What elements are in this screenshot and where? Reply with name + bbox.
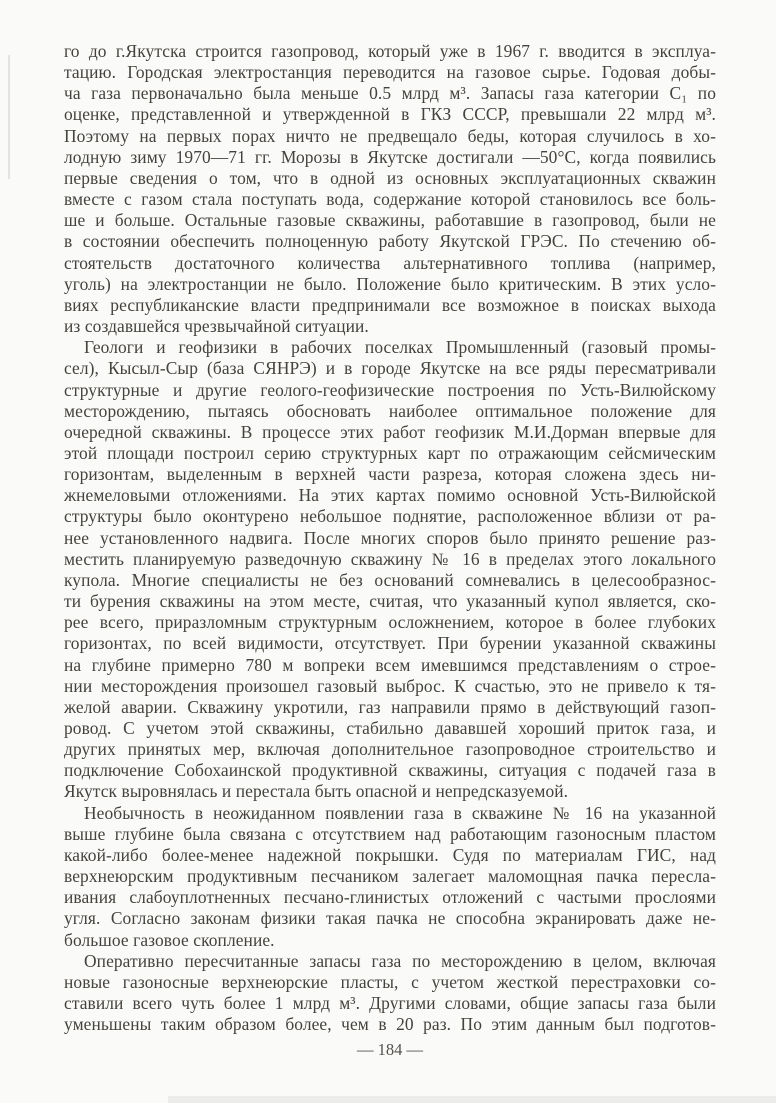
text-line: месторождению, пытаясь обосновать наиболее оптимальное положение для (64, 400, 716, 421)
text-line: сел), Кысыл-Сыр (база СЯНРЭ) и в городе Якутске на все ряды пересматривали (64, 358, 716, 379)
text-line: местить планируемую разведочную скважину № 16 в пределах этого локального (64, 548, 716, 569)
paragraph (64, 41, 716, 337)
text-line: горизонтах, по всей видимости, отсутствует. При бурении указанной скважины (64, 633, 716, 654)
page-text (64, 41, 716, 1035)
text-line: ти бурения скважины на этом месте, считая, что указанный купол является, ско- (64, 591, 716, 612)
text-line: виях республиканские власти предпринимали все возможное в поисках выхода (64, 294, 716, 315)
text-line: ровод. С учетом этой скважины, стабильно дававшей хороший приток газа, и (64, 718, 716, 738)
text-line: уголь) на электростанции не было. Положение было критическим. В этих усло- (64, 273, 716, 294)
text-line: купола. Многие специалисты не без оснований сомневались в целесообразнос- (64, 569, 716, 590)
text-line: очередной скважины. В процессе этих работ геофизик М.И.Дорман впервые для (64, 421, 716, 442)
text-line: новые газоносные верхнеюрские пласты, с учетом жесткой перестраховки со- (64, 971, 716, 992)
text-line: тацию. Городская электростанция переводится на газовое сырье. Годовая добы- (64, 62, 716, 83)
text-line: подключение Собохаинской продуктивной скважины, ситуация с подачей газа в (64, 760, 716, 781)
paragraph (64, 337, 716, 802)
text-line: ставили всего чуть более 1 млрд м³. Другими словами, общие запасы газа были (64, 993, 716, 1014)
text-line: из создавшейся чрезвычайной ситуации. (64, 316, 369, 337)
text-line: этой площади построил серию структурных карт по отражающим сейсмическим (64, 442, 716, 463)
text-line: других принятых мер, включая дополнительное газопроводное строительство и (64, 739, 716, 760)
text-line: стоятельств достаточного количества альтернативного топлива (например, (64, 252, 716, 273)
text-line: желой аварии. Скважину укротили, газ направили прямо в действующий газоп- (64, 696, 716, 717)
text-line: уменьшены таким образом более, чем в 20 раз. По этим данным был подготов- (64, 1014, 716, 1035)
text-line: рее всего, приразломным структурным осложнением, которое в более глубоких (64, 612, 716, 633)
paragraph (64, 803, 716, 951)
scan-artifact-bottom-band (168, 1096, 776, 1103)
page-number: — 184 — (357, 1040, 423, 1059)
text-line: ча газа первоначально была меньше 0.5 млрд м³. Запасы газа категории С₁ по (64, 83, 716, 104)
text-line: нии месторождения произошел газовый выброс. К счастью, это не привело к тя- (64, 675, 716, 696)
text-line: Оперативно пересчитанные запасы газа по месторождению в целом, включая (84, 950, 716, 971)
text-line: угля. Согласно законам физики такая пачка не способна экранировать даже не- (64, 908, 716, 929)
text-line: структурные и другие геолого-геофизические построения по Усть-Вилюйскому (64, 379, 716, 400)
text-line: выше глубине была связана с отсутствием над работающим газоносным пластом (64, 823, 716, 844)
text-line: Геологи и геофизики в рабочих поселках Промышленный (газовый промы- (84, 337, 716, 358)
text-line: нее установленного надвига. После многих споров было принято решение раз- (64, 527, 716, 548)
text-line: жнемеловыми отложениями. На этих картах помимо основной Усть-Вилюйской (64, 485, 716, 506)
text-line: го до г.Якутска строится газопровод, который уже в 1967 г. вводится в эксплуа- (64, 41, 716, 61)
text-line: ше и больше. Остальные газовые скважины, работавшие в газопровод, были не (64, 210, 716, 231)
text-line: на глубине примерно 780 м вопреки всем имевшимся представлениям о строе- (64, 654, 716, 675)
text-line: оценке, представленной и утвержденной в ГКЗ СССР, превышали 22 млрд м³. (64, 104, 716, 125)
paragraph (64, 951, 716, 1036)
text-line: верхнеюрским продуктивным песчаником залегает маломощная пачка пересла- (64, 866, 716, 887)
text-line: лодную зиму 1970—71 гг. Морозы в Якутске достигали —50°С, когда появились (64, 146, 716, 167)
text-line: Необычность в неожиданном появлении газа в скважине № 16 на указанной (84, 802, 716, 823)
text-line: какой-либо более-менее надежной покрышки. Судя по материалам ГИС, над (64, 844, 716, 865)
text-line: в состоянии обеспечить полноценную работу Якутской ГРЭС. По стечению об- (64, 231, 716, 252)
text-line: Якутск выровнялась и перестала быть опасной и непредсказуемой. (64, 781, 569, 802)
scan-artifact-left-edge-line (8, 55, 10, 179)
text-line: ивания слабоуплотненных песчано-глинистых отложений с частыми прослоями (64, 887, 716, 908)
text-line: Поэтому на первых порах ничто не предвещало беды, которая случилось в хо- (64, 125, 716, 146)
text-line: структуры было оконтурено небольшое поднятие, расположенное вблизи от ра- (64, 506, 716, 527)
text-line: первые сведения о том, что в одной из основных эксплуатационных скважин (64, 167, 716, 188)
text-line: горизонтам, выделенным в верхней части разреза, которая сложена здесь ни- (64, 464, 716, 485)
text-line: вместе с газом стала поступать вода, содержание которой становилось все боль- (64, 189, 716, 210)
text-line: большое газовое скопление. (64, 929, 275, 950)
